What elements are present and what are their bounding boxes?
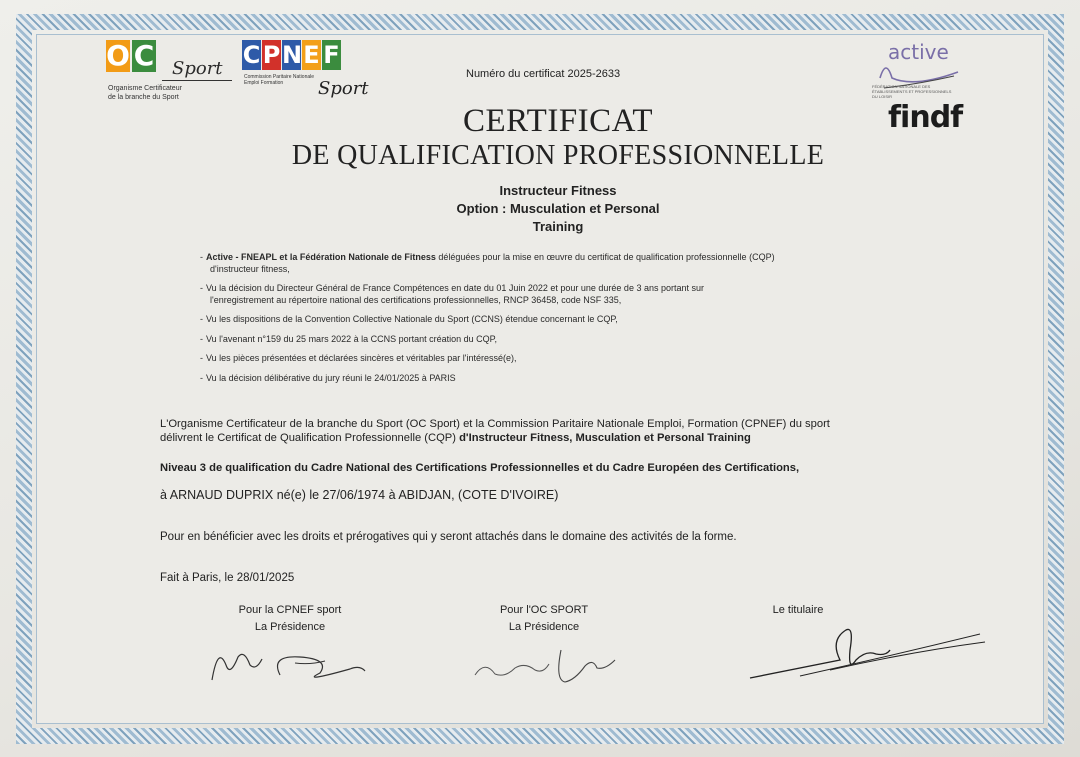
oc-letter-o: O [106, 39, 130, 72]
oc-sign-line-2: La Présidence [508, 621, 580, 633]
cpnef-sport-word: Sport [318, 78, 369, 99]
oc-signature-label [464, 602, 624, 636]
holder-signature-label: Le titulaire [772, 604, 824, 616]
cpnef-sign-line-2: La Présidence [254, 621, 326, 633]
recipient-line: à ARNAUD DUPRIX né(e) le 27/06/1974 à ABIDJAN, (COTE D'IVOIRE) [160, 488, 559, 502]
consideration-text: Vu la décision du Directeur Général de France Compétences en date du 01 Juin 2022 et pour une durée de 3 ans portant sur [206, 283, 704, 293]
specialty-line-2: Option : Musculation et Personal [456, 201, 660, 216]
cpnef-letter-f: F [323, 41, 340, 69]
consideration-item: - Active - FNEAPL et la Fédération Nationale de Fitness déléguées pour la mise en œuvre du certificat de qualification professionnelle (CQP) d'instructeur fitness, [200, 252, 940, 275]
findf-logo: findf [888, 100, 963, 135]
oc-signature-icon [465, 640, 635, 690]
issuance-line-1: L'Organisme Certificateur de la branche du Sport (OC Sport) et la Commission Paritaire Nationale Emploi, Formation (CPNEF) du sport [160, 418, 830, 430]
oc-sign-line-1: Pour l'OC SPORT [499, 604, 589, 616]
consideration-item: - Vu l'avenant n°159 du 25 mars 2022 à la CCNS portant création du CQP, [200, 333, 497, 344]
certificate-title: CERTIFICAT [462, 103, 654, 139]
active-tagline: FÉDÉRATION NATIONALE DES ÉTABLISSEMENTS ET PROFESSIONNELS DU LOISIR [872, 84, 952, 99]
holder-signature-icon [740, 620, 990, 680]
consideration-bold: Active - FNEAPL et la Fédération Nationale de Fitness [206, 252, 436, 262]
certificate-number: Numéro du certificat 2025-2633 [466, 68, 621, 80]
issuance-line-2-bold: d'Instructeur Fitness, Musculation et Personal Training [459, 431, 751, 444]
oc-letter-c: C [133, 39, 155, 72]
specialty-line-1: Instructeur Fitness [499, 183, 617, 198]
consideration-item: - Vu les pièces présentées et déclarées sincères et véritables par l'intéressé(e), [200, 353, 517, 363]
consideration-cont: l'enregistrement au répertoire national des certifications professionnelles, RNCP 36458, code NSF 335, [210, 294, 622, 305]
oc-sport-logo [106, 40, 236, 112]
issuance-line-2-normal: délivrent le Certificat de Qualification Professionnelle (CQP) [160, 431, 460, 444]
consideration-text: Vu l'avenant n°159 du 25 mars 2022 à la CCNS portant création du CQP, [206, 333, 497, 344]
consideration-text: déléguées pour la mise en œuvre du certificat de qualification professionnelle (CQP) [435, 252, 775, 262]
consideration-item: - Vu les dispositions de la Convention Collective Nationale du Sport (CCNS) étendue concernant le CQP, [200, 314, 618, 324]
place-date: Fait à Paris, le 28/01/2025 [160, 572, 295, 584]
active-word: active [888, 40, 949, 64]
oc-tagline-2: de la branche du Sport [108, 94, 179, 101]
consideration-text: Vu la décision délibérative du jury réuni le 24/01/2025 à PARIS [206, 372, 456, 383]
oc-sport-word: Sport [172, 58, 223, 79]
consideration-text: Vu les pièces présentées et déclarées sincères et véritables par l'intéressé(e), [206, 353, 517, 363]
certificate-subtitle: DE QUALIFICATION PROFESSIONNELLE [291, 140, 825, 171]
oc-tagline-1: Organisme Certificateur [108, 85, 182, 92]
issuance-line-2 [160, 432, 960, 446]
oc-underline [162, 80, 232, 81]
consideration-text: Vu les dispositions de la Convention Collective Nationale du Sport (CCNS) étendue concernant le CQP, [206, 314, 618, 324]
cpnef-tagline [244, 74, 314, 86]
issuance-paragraph [160, 418, 960, 445]
specialty-line-3: Training [532, 219, 584, 234]
cpnef-letter-c: C [242, 41, 261, 69]
cpnef-signature-label [210, 602, 370, 636]
cpnef-tagline-1: Commission Paritaire Nationale [244, 74, 315, 80]
considerations-list [200, 252, 940, 392]
consideration-item: - Vu la décision du Directeur Général de France Compétences en date du 01 Juin 2022 et pour une durée de 3 ans portant sur l'enregistrement au répertoire national des certifications professionnelles, RNCP 36458, code NSF 335, [200, 283, 940, 306]
cpnef-signature-icon [200, 635, 380, 690]
rights-line: Pour en bénéficier avec les droits et prérogatives qui y seront attachés dans le domaine des activités de la forme. [160, 531, 737, 543]
cpnef-letter-e: E [303, 41, 320, 69]
qualification-level: Niveau 3 de qualification du Cadre National des Certifications Professionnelles et du Cadre Européen des Certifications, [160, 462, 800, 474]
consideration-cont: d'instructeur fitness, [210, 263, 290, 274]
active-logo [872, 40, 962, 99]
oc-sport-tagline [108, 84, 182, 102]
cpnef-sign-line-1: Pour la CPNEF sport [238, 604, 342, 616]
cpnef-letter-p: P [262, 41, 281, 69]
cpnef-letter-n: N [282, 41, 303, 69]
cpnef-tagline-2: Emploi Formation [244, 80, 284, 86]
consideration-item: - Vu la décision délibérative du jury réuni le 24/01/2025 à PARIS [200, 372, 456, 383]
cpnef-logo [242, 40, 382, 110]
